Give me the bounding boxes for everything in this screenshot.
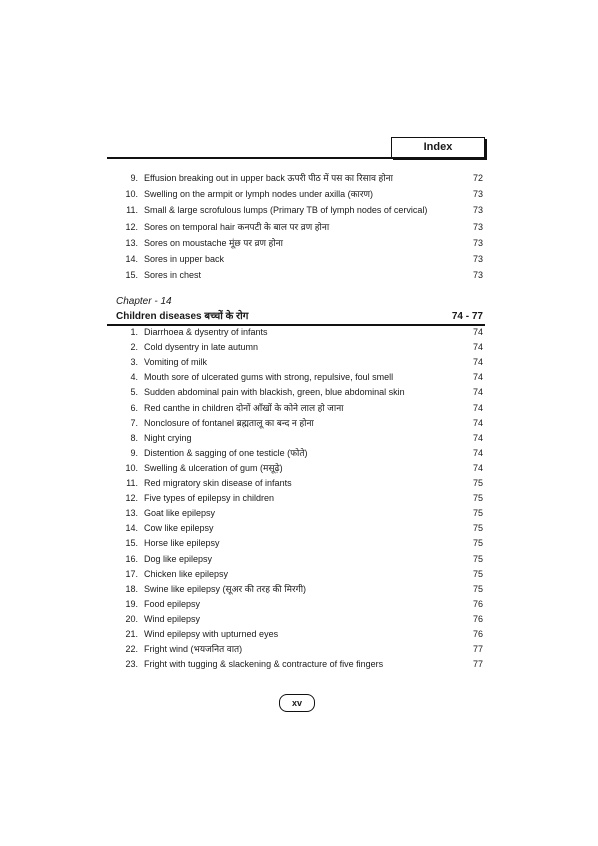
page-folio: xv	[279, 694, 315, 712]
entry-title: Red migratory skin disease of infants	[144, 478, 292, 488]
index-entry	[108, 445, 486, 461]
entry-title: Dog like epilepsy	[144, 553, 213, 564]
entry-number: 16.	[125, 553, 138, 564]
entry-title: Food epilepsy	[144, 598, 201, 609]
entry-page: 75	[472, 553, 483, 564]
entry-title: Sudden abdominal pain with blackish, green, blue abdominal skin	[144, 387, 405, 398]
index-entry	[108, 611, 486, 627]
entry-number: 11.	[126, 205, 138, 216]
entry-title: Fright wind (भयजनित वात)	[144, 644, 243, 655]
index-entry	[108, 520, 486, 536]
entry-number: 9.	[130, 447, 138, 458]
entry-number: 13.	[125, 237, 138, 248]
index-entry	[108, 430, 486, 446]
entry-page: 73	[472, 270, 483, 281]
index-entry	[108, 170, 486, 186]
index-entry	[108, 251, 486, 267]
entry-title: Distention & sagging of one testicle (फोते)	[144, 447, 308, 458]
index-entry	[108, 384, 486, 400]
entry-page: 74	[472, 417, 483, 428]
entry-title: Sores on moustache मूंछ पर व्रण होना	[144, 237, 283, 248]
entry-number: 6.	[130, 402, 138, 413]
entry-page: 74	[472, 402, 483, 413]
entry-page: 75	[472, 523, 483, 534]
index-entry	[108, 505, 486, 521]
index-entry	[108, 324, 486, 340]
entry-title: Swine like epilepsy (सूअर की तरह की मिरगी)	[144, 583, 307, 594]
chapter-label: Chapter - 14	[116, 296, 172, 307]
entry-page: 75	[472, 538, 483, 549]
index-entry	[108, 596, 486, 612]
entry-page: 73	[472, 254, 483, 264]
entry-number: 20.	[125, 613, 138, 624]
entry-number: 9.	[130, 173, 138, 183]
entry-number: 17.	[125, 568, 138, 579]
entry-page: 73	[472, 237, 483, 248]
chapter-heading	[108, 310, 486, 324]
entry-number: 10.	[125, 189, 138, 200]
entry-page: 77	[472, 644, 483, 655]
entry-page: 73	[472, 205, 483, 216]
entry-title: Horse like epilepsy	[144, 538, 220, 549]
entry-number: 22.	[125, 644, 138, 655]
entry-number: 14.	[125, 254, 138, 264]
index-entry	[108, 626, 486, 642]
entry-page: 76	[472, 598, 483, 609]
index-entry	[108, 202, 486, 218]
index-entry	[108, 369, 486, 385]
index-entry	[108, 415, 486, 431]
index-entry	[108, 566, 486, 582]
entry-page: 76	[472, 613, 483, 624]
index-entry	[108, 535, 486, 551]
entry-page: 77	[472, 659, 483, 670]
entry-page: 75	[472, 583, 483, 594]
index-entry	[108, 475, 486, 491]
entry-number: 4.	[130, 372, 138, 383]
entry-title: Wind epilepsy with upturned eyes	[144, 629, 279, 639]
index-entry	[108, 460, 486, 476]
index-entry	[108, 581, 486, 597]
entry-title: Small & large scrofulous lumps (Primary TB of lymph nodes of cervical)	[144, 205, 428, 216]
entry-title: Sores in chest	[144, 270, 202, 281]
entry-number: 15.	[125, 538, 138, 549]
entry-number: 5.	[130, 387, 138, 398]
entry-page: 75	[472, 493, 483, 504]
entry-number: 21.	[125, 629, 138, 639]
index-entry	[108, 339, 486, 355]
entry-page: 73	[472, 221, 483, 232]
entry-number: 8.	[130, 432, 138, 443]
chapter-title: Children diseases बच्चों के रोग	[116, 311, 249, 322]
entry-page: 76	[472, 629, 483, 639]
entry-page: 74	[472, 357, 483, 368]
chapter-page-range: 74 - 77	[451, 311, 483, 322]
index-entry	[108, 551, 486, 567]
entry-number: 19.	[125, 598, 138, 609]
entry-number: 15.	[125, 270, 138, 281]
entry-title: Fright with tugging & slackening & contracture of five fingers	[144, 659, 384, 670]
entry-page: 74	[472, 432, 483, 443]
entry-number: 18.	[125, 583, 138, 594]
index-entry	[108, 354, 486, 370]
entry-number: 12.	[125, 221, 138, 232]
entry-title: Diarrhoea & dysentry of infants	[144, 327, 268, 337]
entry-page: 75	[472, 568, 483, 579]
entry-number: 14.	[125, 523, 138, 534]
entry-page: 75	[472, 508, 483, 519]
entry-title: Swelling & ulceration of gum (मसूढ़े)	[144, 462, 283, 473]
entry-number: 23.	[125, 659, 138, 670]
index-entry	[108, 235, 486, 251]
entry-title: Nonclosure of fontanel ब्रह्मतालू का बन्द न होना	[144, 417, 314, 428]
header-rule	[107, 157, 485, 159]
index-entry	[108, 656, 486, 672]
index-entry	[108, 641, 486, 657]
entry-page: 74	[472, 447, 483, 458]
index-entry	[108, 186, 486, 202]
entry-number: 10.	[125, 462, 138, 473]
entry-title: Wind epilepsy	[144, 613, 201, 624]
entry-title: Cow like epilepsy	[144, 523, 214, 534]
entry-page: 74	[472, 342, 483, 353]
entry-number: 2.	[130, 342, 138, 353]
entry-number: 12.	[125, 493, 138, 504]
entry-title: Swelling on the armpit or lymph nodes under axilla (कारण)	[144, 189, 374, 200]
index-entry	[108, 219, 486, 235]
entry-page: 73	[472, 189, 483, 200]
entry-title: Goat like epilepsy	[144, 508, 216, 519]
index-entry	[108, 490, 486, 506]
entry-page: 74	[472, 327, 483, 337]
entry-title: Vomiting of milk	[144, 357, 208, 368]
entry-title: Effusion breaking out in upper back ऊपरी पीठ में पस का रिसाव होना	[144, 173, 393, 183]
entry-title: Red canthe in children दोनों आँखों के कोने लाल हो जाना	[144, 402, 344, 413]
entry-page: 75	[472, 478, 483, 488]
entry-number: 7.	[130, 417, 138, 428]
entry-page: 74	[472, 462, 483, 473]
entry-title: Sores in upper back	[144, 254, 225, 264]
entry-number: 13.	[125, 508, 138, 519]
entry-number: 1.	[130, 327, 138, 337]
entry-title: Chicken like epilepsy	[144, 568, 229, 579]
entry-page: 74	[472, 372, 483, 383]
entry-title: Sores on temporal hair कनपटी के बाल पर व्रण होना	[144, 221, 330, 232]
index-header-tab: Index	[391, 137, 485, 158]
entry-page: 74	[472, 387, 483, 398]
entry-title: Five types of epilepsy in children	[144, 493, 275, 504]
index-entry	[108, 267, 486, 283]
entry-title: Cold dysentry in late autumn	[144, 342, 259, 353]
index-entry	[108, 400, 486, 416]
entry-title: Night crying	[144, 432, 192, 443]
entry-number: 3.	[130, 357, 138, 368]
entry-title: Mouth sore of ulcerated gums with strong, repulsive, foul smell	[144, 372, 394, 383]
entry-number: 11.	[126, 478, 138, 488]
entry-page: 72	[472, 173, 483, 183]
